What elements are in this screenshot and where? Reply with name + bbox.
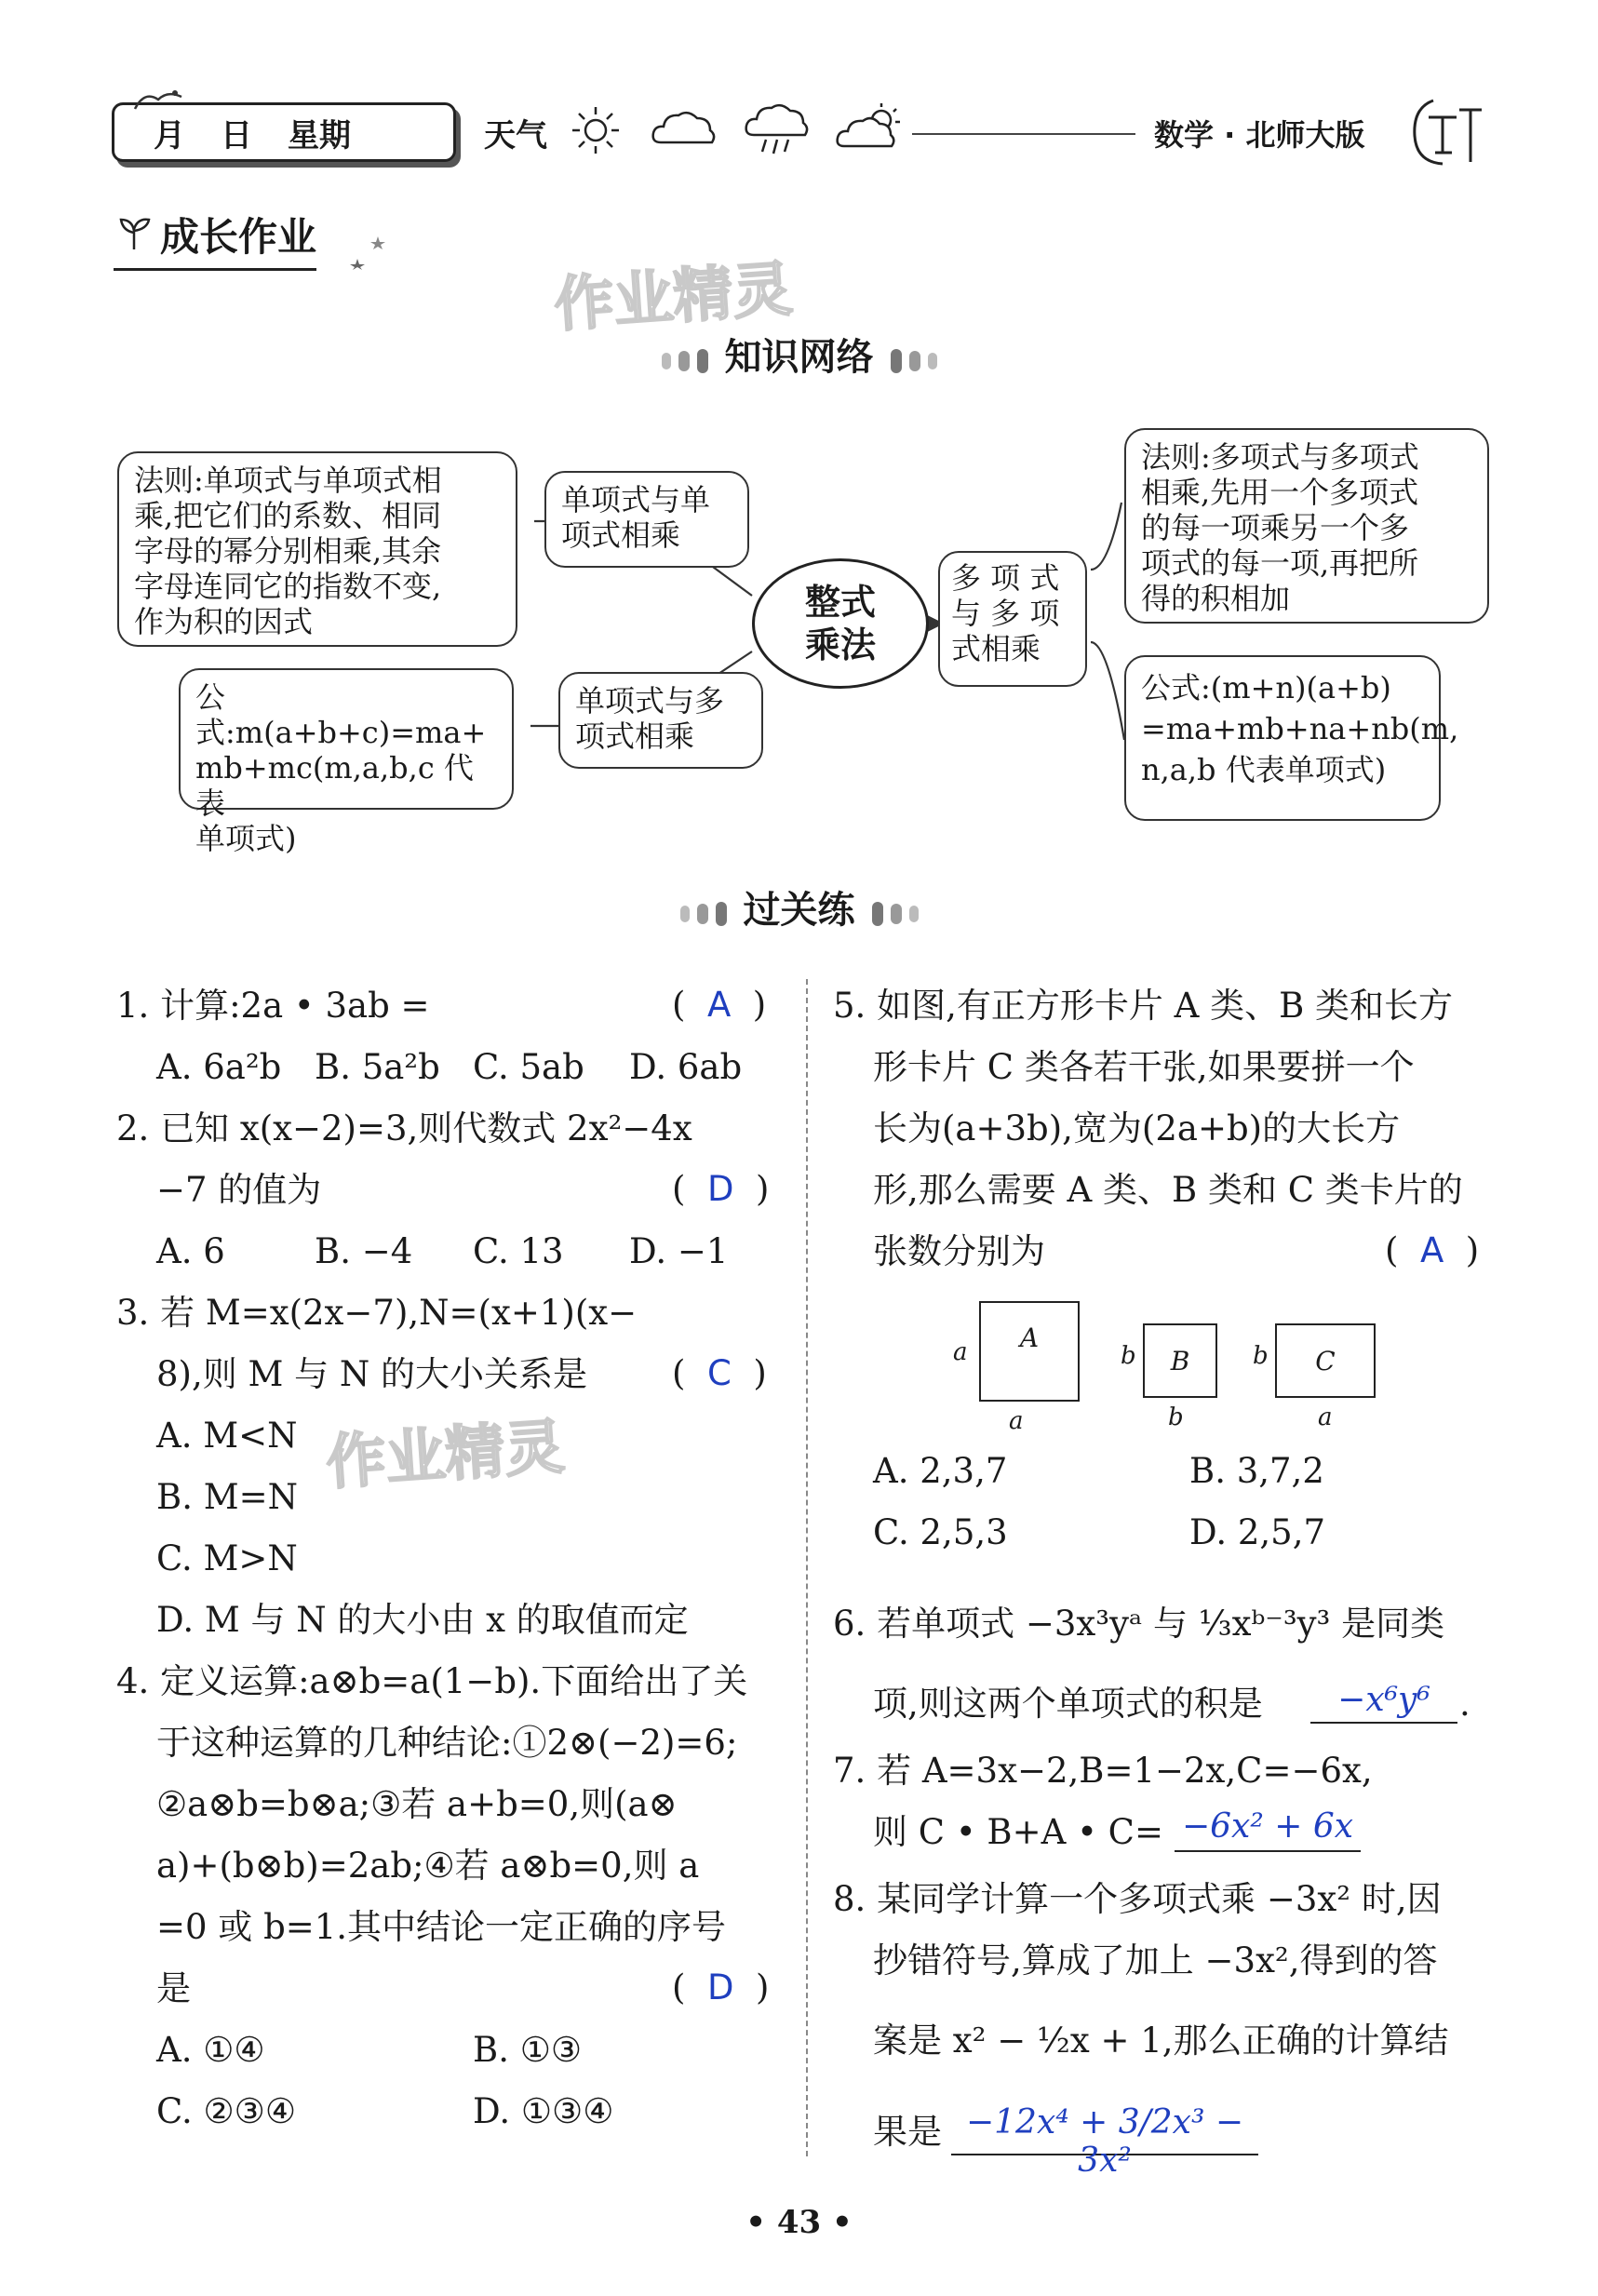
rule-line: 相乘,先用一个多项式 bbox=[1141, 475, 1419, 510]
q5-answer-paren: ( A ) bbox=[1385, 1230, 1480, 1270]
q5-option-a: A. 2,3,7 bbox=[873, 1451, 1008, 1491]
card-a-label: A bbox=[1019, 1322, 1040, 1353]
q1-option-a: A. 6a²b bbox=[156, 1047, 282, 1087]
q2-stem-line1: 2. 已知 x(x−2)=3,则代数式 2x²−4x bbox=[116, 1108, 692, 1148]
branch-monomial-monomial bbox=[544, 471, 749, 568]
card-b bbox=[1143, 1323, 1217, 1398]
formula-line: 公式:m(a+b+c)=ma+ bbox=[195, 679, 487, 750]
q4-stem-line1: 4. 定义运算:a⊗b=a(1−b).下面给出了关 bbox=[116, 1661, 748, 1701]
q4-stem-line4: a)+(b⊗b)=2ab;④若 a⊗b=0,则 a bbox=[156, 1846, 700, 1886]
link-right-toprule bbox=[1091, 503, 1121, 570]
rule-line: 的每一项乘另一个多 bbox=[1141, 510, 1410, 545]
q6-period: . bbox=[1459, 1684, 1470, 1724]
q5-option-d: D. 2,5,7 bbox=[1189, 1512, 1326, 1552]
q4-stem-line3: ②a⊗b=b⊗a;③若 a+b=0,则(a⊗ bbox=[156, 1784, 678, 1824]
rule-line: 法则:单项式与单项式相 bbox=[134, 463, 442, 498]
center-node bbox=[752, 558, 929, 689]
q5-stem-line2: 形卡片 C 类各若干张,如果要拼一个 bbox=[873, 1047, 1415, 1087]
q3-option-b: B. M=N bbox=[156, 1477, 298, 1517]
q2-stem-line2: −7 的值为 bbox=[156, 1170, 322, 1210]
rule-line: 乘,把它们的系数、相同 bbox=[134, 498, 442, 533]
center-line: 乘法 bbox=[804, 624, 876, 665]
q8-stem-line4: 果是 bbox=[873, 2112, 942, 2152]
branch-line: 与 多 项 bbox=[951, 596, 1060, 631]
q7-answer-blank: −6x² + 6x bbox=[1175, 1807, 1361, 1852]
q5-option-c: C. 2,5,3 bbox=[873, 1512, 1008, 1552]
q2-option-a: A. 6 bbox=[156, 1231, 225, 1271]
q8-answer-blank: −12x⁴ + 3/2x³ − 3x² bbox=[951, 2103, 1258, 2155]
formula-line: =ma+mb+na+nb(m, bbox=[1141, 711, 1459, 746]
branch-line: 项式相乘 bbox=[561, 517, 681, 553]
rule-polynomial-polynomial bbox=[1124, 428, 1489, 624]
q2-answer-paren: ( D ) bbox=[672, 1169, 770, 1209]
q4-answer: D bbox=[706, 1967, 734, 2007]
branch-line: 单项式与多 bbox=[575, 683, 725, 718]
knowledge-banner-title: 知识网络 bbox=[724, 336, 874, 379]
q5-stem-line3: 长为(a+3b),宽为(2a+b)的大长方 bbox=[873, 1108, 1401, 1148]
q4-option-c: C. ②③④ bbox=[156, 2091, 297, 2131]
link-right-bottomformula bbox=[1091, 642, 1124, 740]
day-label: 日 bbox=[221, 116, 252, 154]
q7-stem-line1: 7. 若 A=3x−2,B=1−2x,C=−6x, bbox=[833, 1751, 1373, 1791]
q2-option-d: D. −1 bbox=[629, 1231, 729, 1271]
section-title: 成长作业 bbox=[114, 207, 316, 271]
formula-polynomial-polynomial bbox=[1124, 655, 1459, 821]
q4-option-d: D. ①③④ bbox=[473, 2091, 614, 2131]
branch-line: 式相乘 bbox=[951, 631, 1041, 666]
branch-line: 项式相乘 bbox=[575, 718, 695, 754]
rule-line: 得的积相加 bbox=[1141, 581, 1291, 616]
practice-banner-title: 过关练 bbox=[743, 889, 855, 932]
branch-line: 多 项 式 bbox=[951, 560, 1060, 596]
card-b-label: B bbox=[1170, 1345, 1190, 1376]
q4-option-b: B. ①③ bbox=[473, 2030, 583, 2070]
q1-option-c: C. 5ab bbox=[473, 1047, 584, 1087]
rule-line: 字母连同它的指数不变, bbox=[134, 569, 442, 604]
q4-option-a: A. ①④ bbox=[156, 2030, 265, 2070]
q1-answer-paren: ( A ) bbox=[672, 985, 767, 1025]
card-c-side-label: b bbox=[1253, 1342, 1269, 1370]
branch-polynomial-polynomial bbox=[938, 551, 1087, 687]
card-b-bottom-label: b bbox=[1168, 1403, 1184, 1431]
branch-monomial-polynomial bbox=[558, 672, 763, 769]
center-line: 整式 bbox=[804, 582, 876, 623]
q4-stem-line6: 是 bbox=[156, 1968, 191, 2008]
q5-answer: A bbox=[1419, 1230, 1444, 1270]
rule-monomial-monomial bbox=[117, 451, 517, 647]
page-number: • 43 • bbox=[745, 2204, 853, 2241]
rule-line: 项式的每一项,再把所 bbox=[1141, 545, 1419, 581]
q5-stem-line5: 张数分别为 bbox=[873, 1231, 1045, 1271]
rule-line: 法则:多项式与多项式 bbox=[1141, 439, 1419, 475]
q1-stem: 1. 计算:2a • 3ab = bbox=[116, 986, 430, 1026]
card-c bbox=[1275, 1323, 1376, 1398]
rule-line: 作为积的因式 bbox=[134, 604, 314, 639]
q3-answer-paren: ( C ) bbox=[672, 1353, 767, 1393]
column-divider bbox=[806, 979, 808, 2156]
watermark-middle: 作业精灵 bbox=[324, 1413, 567, 1498]
q5-stem-line4: 形,那么需要 A 类、B 类和 C 类卡片的 bbox=[873, 1170, 1463, 1210]
q5-option-b: B. 3,7,2 bbox=[1189, 1451, 1324, 1491]
q4-stem-line5: =0 或 b=1.其中结论一定正确的序号 bbox=[156, 1907, 727, 1947]
formula-line: 单项式) bbox=[195, 821, 297, 856]
card-b-side-label: b bbox=[1121, 1342, 1136, 1370]
q8-stem-line1: 8. 某同学计算一个多项式乘 −3x² 时,因 bbox=[833, 1879, 1442, 1919]
card-a bbox=[979, 1301, 1080, 1402]
q3-stem-line2: 8),则 M 与 N 的大小关系是 bbox=[156, 1354, 588, 1394]
card-c-label: C bbox=[1315, 1345, 1336, 1376]
rule-line: 字母的幂分别相乘,其余 bbox=[134, 533, 442, 569]
q3-option-d: D. M 与 N 的大小由 x 的取值而定 bbox=[156, 1600, 689, 1640]
q8-stem-line3: 案是 x² − ½x + 1,那么正确的计算结 bbox=[873, 2021, 1449, 2061]
q3-option-c: C. M>N bbox=[156, 1538, 298, 1578]
formula-line: n,a,b 代表单项式) bbox=[1141, 752, 1387, 787]
q3-answer: C bbox=[706, 1353, 732, 1393]
q4-stem-line2: 于这种运算的几种结论:①2⊗(−2)=6; bbox=[156, 1723, 738, 1763]
week-label: 星期 bbox=[288, 116, 351, 154]
formula-line: 公式:(m+n)(a+b) bbox=[1141, 670, 1391, 705]
q3-stem-line1: 3. 若 M=x(2x−7),N=(x+1)(x− bbox=[116, 1293, 638, 1333]
card-c-bottom-label: a bbox=[1318, 1403, 1333, 1431]
practice-banner bbox=[0, 880, 1598, 933]
q1-answer: A bbox=[706, 985, 732, 1025]
q2-option-c: C. 13 bbox=[473, 1231, 564, 1271]
branch-line: 单项式与单 bbox=[561, 482, 711, 517]
weather-label: 天气 bbox=[484, 117, 547, 154]
q7-stem-line2: 则 C • B+A • C= bbox=[873, 1812, 1163, 1852]
watermark-top: 作业精灵 bbox=[552, 255, 795, 341]
q6-answer-blank: −x⁶y⁶ bbox=[1310, 1681, 1457, 1724]
q8-stem-line2: 抄错符号,算成了加上 −3x²,得到的答 bbox=[873, 1940, 1438, 1980]
q6-stem-line2: 项,则这两个单项式的积是 bbox=[873, 1684, 1263, 1724]
card-a-side-label: a bbox=[953, 1338, 968, 1366]
q1-option-b: B. 5a²b bbox=[315, 1047, 440, 1087]
q1-option-d: D. 6ab bbox=[629, 1047, 743, 1087]
q4-answer-paren: ( D ) bbox=[672, 1967, 770, 2007]
card-a-bottom-label: a bbox=[1009, 1407, 1024, 1435]
q5-stem-line1: 5. 如图,有正方形卡片 A 类、B 类和长方 bbox=[833, 986, 1454, 1026]
q6-stem-line1: 6. 若单项式 −3x³yᵃ 与 ⅓xᵇ⁻³y³ 是同类 bbox=[833, 1604, 1445, 1644]
q2-answer: D bbox=[706, 1169, 734, 1209]
formula-monomial-polynomial bbox=[179, 668, 514, 856]
q2-option-b: B. −4 bbox=[315, 1231, 413, 1271]
q3-option-a: A. M<N bbox=[156, 1416, 298, 1456]
subject-label: 数学 · 北师大版 bbox=[1154, 117, 1365, 153]
formula-line: mb+mc(m,a,b,c 代表 bbox=[195, 750, 474, 821]
month-label: 月 bbox=[154, 116, 185, 154]
